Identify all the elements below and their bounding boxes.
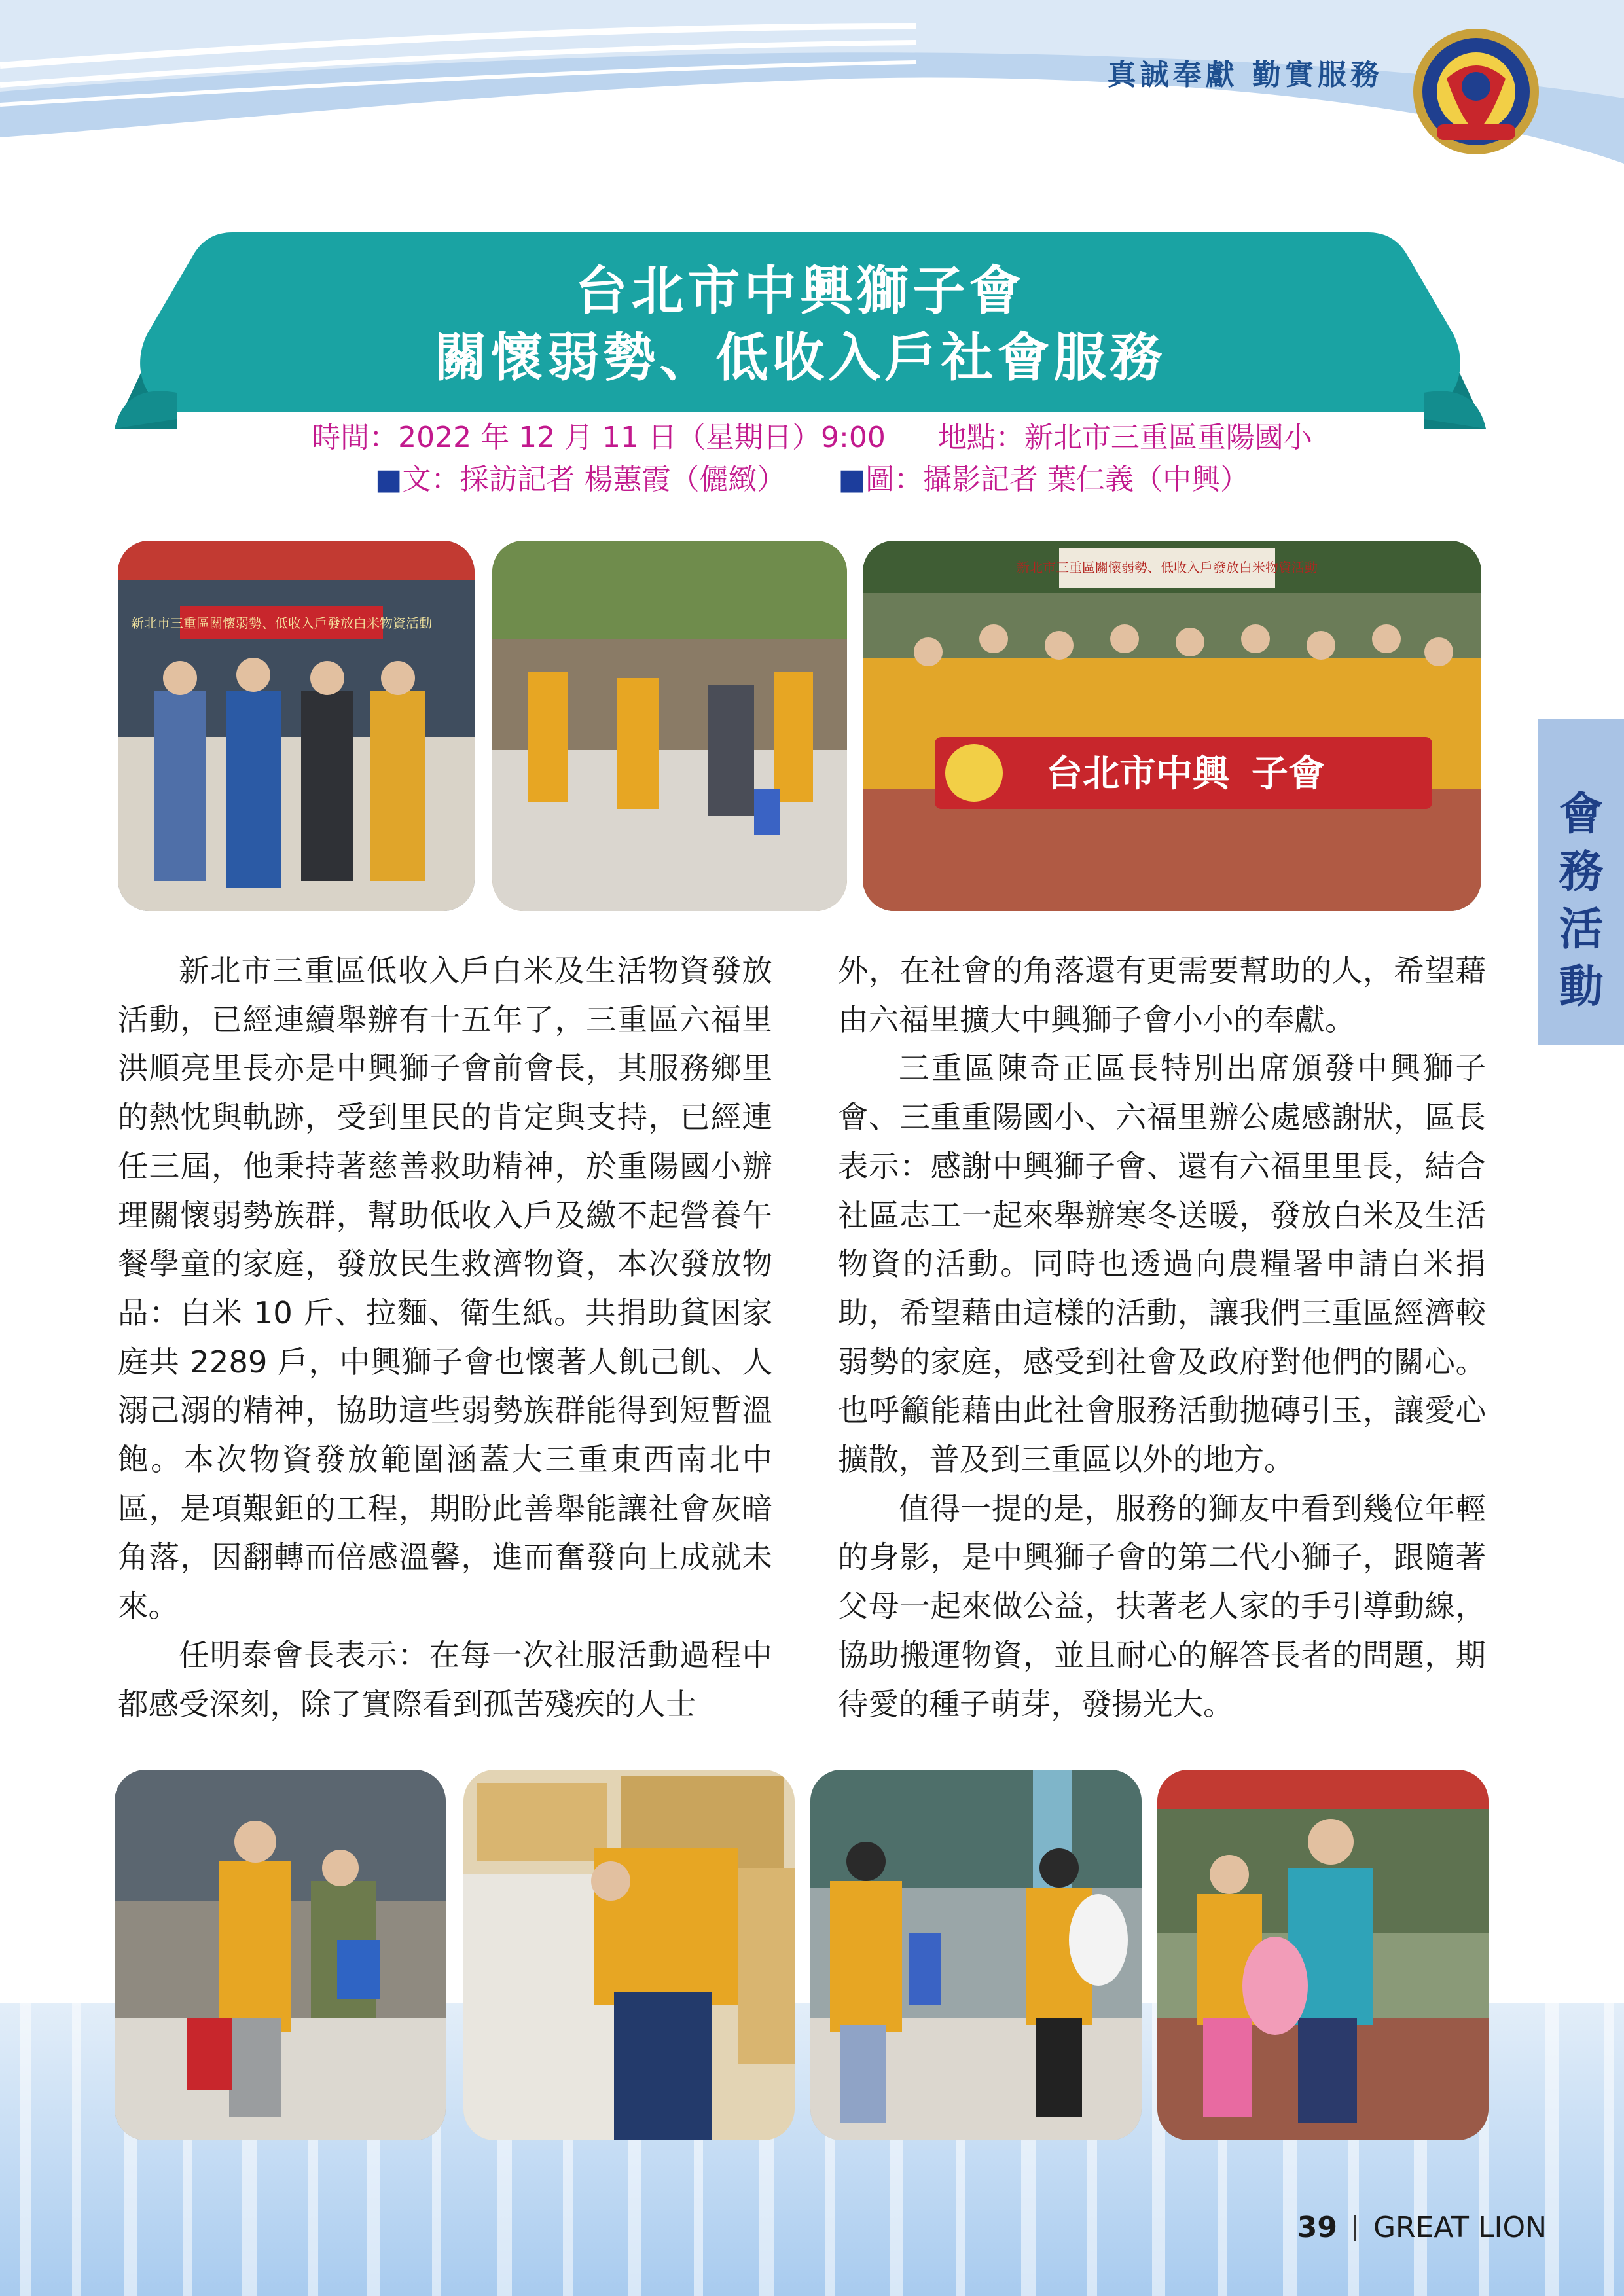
article-title-line-1: 台北市中興獅子會 xyxy=(575,260,1026,321)
footer-divider xyxy=(1354,2215,1356,2241)
photo-volunteer-escorting-elder xyxy=(115,1770,446,2140)
photo-group-with-banner xyxy=(863,541,1481,911)
article-left-column xyxy=(118,946,772,1729)
photo-rice-sacks-loading xyxy=(463,1770,795,2140)
photo-child-and-volunteer xyxy=(1157,1770,1489,2140)
header-slogan: 真誠奉獻 勤實服務 xyxy=(1107,58,1383,92)
article-paragraph: 新北市三重區低收入戶白米及生活物資發放活動，已經連續舉辦有十五年了，三重區六福里洪順亮里長亦是中興獅子會前會長，其服務鄉里的熱忱與軌跡，受到里民的肯定與支持，已經連任三屆，他秉持著慈善救助精神，於重陽國小辦理關懷弱勢族群，幫助低收入戶及繳不起營養午餐學童的家庭，發放民生救濟物資，本次發放物品：白米 10 斤、拉麵、衛生紙。共捐助貧困家庭共 2289 戶，中興獅子會也懷著人飢己飢、人溺己溺的精神，協助這些弱勢族群能得到短暫溫飽。本次物資發放範圍涵蓋大三重東西南北中區，是項艱鉅的工程，期盼此善舉能讓社會灰暗角落，因翻轉而倍感溫馨，進而奮發向上成就未來。 xyxy=(118,953,772,1624)
blue-square-icon: ■ xyxy=(838,463,866,496)
event-time: 時間：2022 年 12 月 11 日（星期日）9:00 xyxy=(312,421,886,454)
credits-line xyxy=(0,456,1624,497)
photo-award-recipients xyxy=(118,541,475,911)
article-paragraph: 任明泰會長表示：在每一次社服活動過程中都感受深刻，除了實際看到孤苦殘疾的人士 xyxy=(118,1637,772,1722)
photo-distribution-line xyxy=(492,541,847,911)
article-paragraph: 值得一提的是，服務的獅友中看到幾位年輕的身影，是中興獅子會的第二代小獅子，跟隨著父母一起來做公益，扶著老人家的手引導動線，協助搬運物資，並且耐心的解答長者的問題，期待愛的種子萌芽，發揚光大。 xyxy=(838,1490,1486,1722)
photo-young-lions-carrying-bags xyxy=(810,1770,1142,2140)
article-paragraph: 三重區陳奇正區長特別出席頒發中興獅子會、三重重陽國小、六福里辦公處感謝狀，區長表示：感謝中興獅子會、還有六福里里長，結合社區志工一起來舉辦寒冬送暖，發放白米及生活物資的活動。同時也透過向農糧署申請白米捐助，希望藉由這樣的活動，讓我們三重區經濟較弱勢的家庭，感受到社會及政府對他們的關心。也呼籲能藉由此社會服務活動拋磚引玉，讓愛心擴散，普及到三重區以外的地方。 xyxy=(838,1050,1486,1478)
magazine-name: GREAT LION xyxy=(1373,2211,1547,2244)
section-tab-char: 務 xyxy=(1559,846,1604,898)
photographer-credit: 圖：攝影記者 葉仁義（中興） xyxy=(865,463,1250,496)
article-title-line-2: 關懷弱勢、低收入戶社會服務 xyxy=(434,327,1166,388)
event-info-line xyxy=(0,414,1624,456)
page-number: 39 xyxy=(1297,2211,1337,2244)
article-paragraph-continuation: 外，在社會的角落還有更需要幫助的人，希望藉由六福里擴大中興獅子會小小的奉獻。 xyxy=(838,953,1486,1037)
section-tab-char: 動 xyxy=(1559,961,1604,1013)
photo-club-banner-text-a: 台北市中興 xyxy=(1046,753,1229,795)
section-tab-char: 會 xyxy=(1559,789,1604,840)
writer-credit: 文：採訪記者 楊蕙霞（儷緻） xyxy=(402,463,786,496)
section-tab-association-activities xyxy=(1538,719,1624,1045)
blue-square-icon: ■ xyxy=(374,463,403,496)
photo-banner-text: 新北市三重區關懷弱勢、低收入戶發放白米物資活動 xyxy=(131,615,432,631)
lions-club-district-emblem-icon xyxy=(1411,26,1542,157)
header-wave-background xyxy=(0,0,1624,216)
section-tab-char: 活 xyxy=(1559,904,1604,956)
photo-event-banner-text: 新北市三重區關懷弱勢、低收入戶發放白米物資活動 xyxy=(1017,560,1318,575)
article-right-column xyxy=(838,946,1486,1729)
page-footer xyxy=(1297,2211,1547,2244)
event-place: 地點：新北市三重區重陽國小 xyxy=(937,421,1312,454)
photo-club-banner-text-b: 子會 xyxy=(1252,753,1325,795)
